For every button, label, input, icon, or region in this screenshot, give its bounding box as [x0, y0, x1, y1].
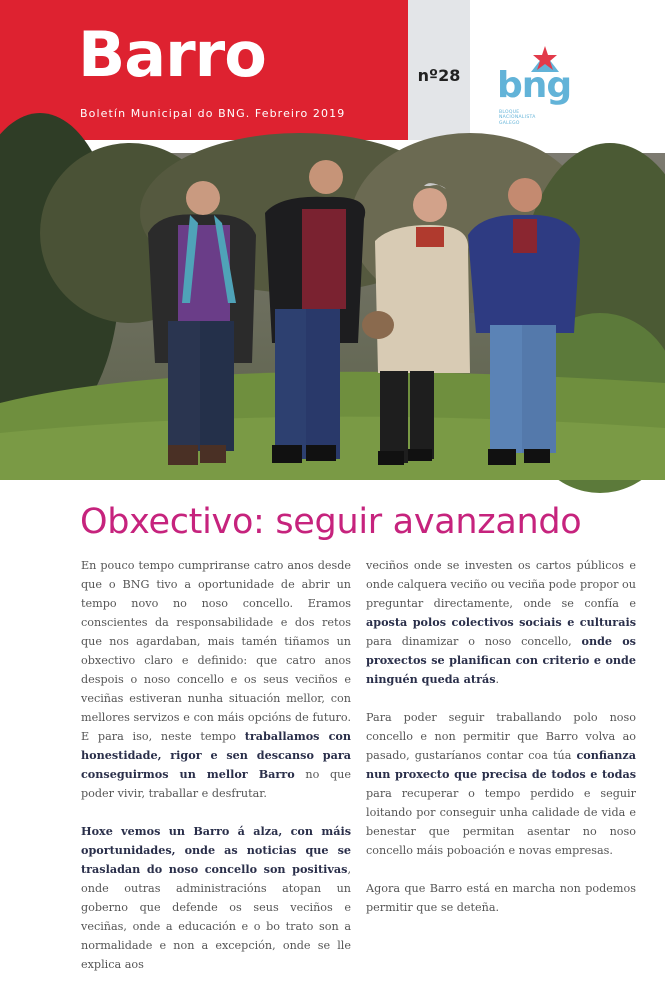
logo-subtext: BLOQUE NACIONALISTA GALEGO [499, 110, 536, 126]
text-run: para dinamizar o noso concello, [366, 635, 582, 648]
text-run: para recuperar o tempo perdido e seguir loitando por conseguir unha calidade de vida e benestar que permitan asentar no noso concello máis poboación e novas empresas. [366, 787, 636, 857]
article-paragraph-2-start [81, 822, 351, 974]
bold-run: traballamos con honestidade, rigor e sen descanso para conseguirmos un mellor Barro [81, 729, 351, 781]
article-paragraph-4 [366, 879, 636, 917]
article-paragraph-1 [81, 556, 351, 803]
article-column-right [366, 556, 636, 936]
bulletin-title: Barro [78, 18, 266, 91]
article-paragraph-2-end [366, 556, 636, 689]
text-run: , onde outras administracións atopan un goberno que defende os seus veciños e veciñas, onde a educación e o bo trato son a normalidade e non a excepción, onde se lle explica aos [81, 863, 351, 971]
text-run: no que poder vivir, traballar e desfrutar. [81, 768, 351, 800]
bold-run: aposta polos colectivos sociais e culturais [366, 615, 636, 629]
text-run: En pouco tempo cumpriranse catro anos desde que o BNG tivo a oportunidade de abrir un tempo novo no noso concello. Eramos conscientes da responsabilidade e dos retos que nos agardaban, mais tamén tiñamos un obxectivo claro e definido: que catro anos despois o noso concello e os seus veciños e veciñas estiveran nunha situación mellor, con mellores servizos e con máis opcións de futuro. E para iso, neste tempo [81, 559, 351, 743]
article-headline: Obxectivo: seguir avanzando [80, 502, 582, 542]
group-photo [0, 153, 665, 480]
bulletin-subtitle: Boletín Municipal do BNG. Febreiro 2019 [80, 107, 346, 120]
bold-run: confianza nun proxecto que precisa de todos e todas [366, 748, 636, 781]
issue-box [408, 0, 470, 140]
article-column-left [81, 556, 351, 993]
text-run: Para poder seguir traballando polo noso concello e non permitir que Barro volva ao pasado, gustaríanos contar coa túa [366, 711, 636, 762]
text-run: Agora que Barro está en marcha non podemos permitir que se deteña. [366, 882, 636, 914]
article-paragraph-3 [366, 708, 636, 860]
text-run: veciños onde se investen os cartos públicos e onde calquera veciño ou veciña pode propor ou preguntar directamente, onde se confía e [366, 559, 636, 610]
issue-number: nº28 [417, 66, 461, 85]
logo-wordmark: bng [497, 65, 572, 106]
bold-run: onde os proxectos se planifican con criterio e onde ninguén queda atrás [366, 634, 636, 686]
bng-logo [495, 44, 585, 124]
bold-run: Hoxe vemos un Barro á alza, con máis oportunidades, onde as noticias que se trasladan do noso concello son positivas [81, 824, 351, 876]
text-run: . [495, 673, 500, 686]
